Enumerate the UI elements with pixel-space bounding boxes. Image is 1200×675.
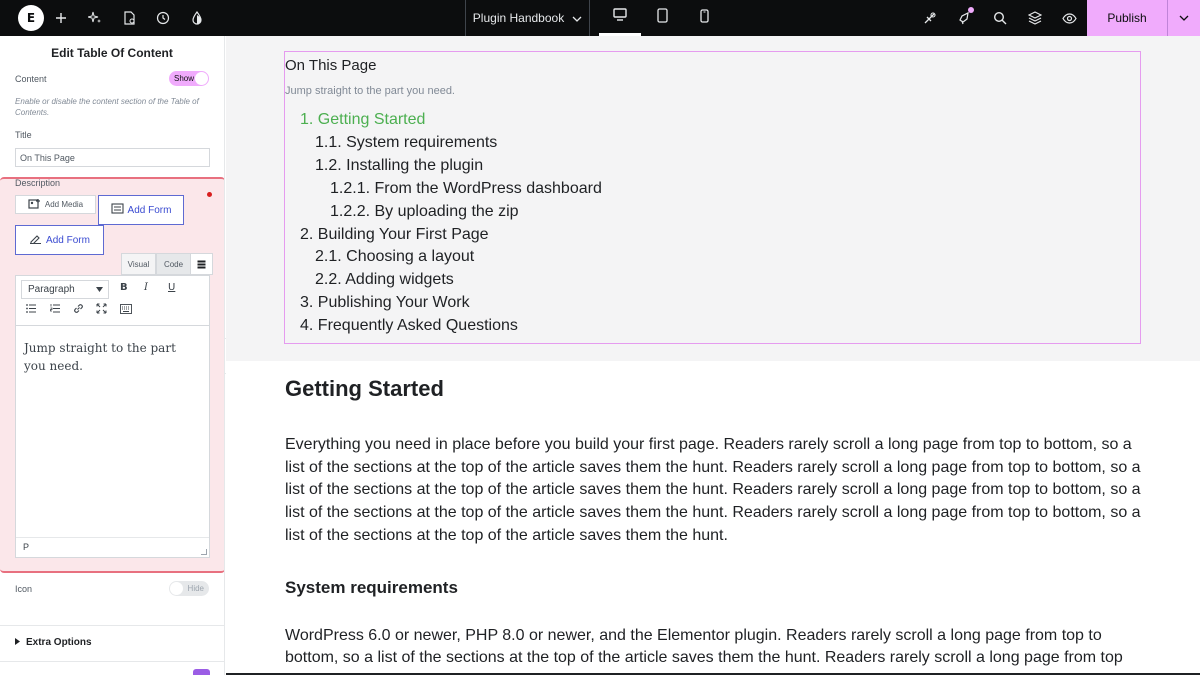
publish-options-button[interactable] (1167, 0, 1200, 36)
editor-toolbar (16, 276, 209, 326)
editor-topbar (0, 0, 1200, 36)
page-selector[interactable] (465, 0, 590, 36)
chevron-down-icon (1179, 12, 1189, 24)
add-form-button[interactable] (98, 195, 184, 225)
table-of-contents-widget[interactable] (284, 51, 1141, 344)
article-content (285, 376, 1141, 670)
toc-title: On This Page (285, 57, 377, 74)
italic-icon[interactable]: I (144, 282, 148, 293)
icon-control (15, 581, 209, 596)
page-settings-icon[interactable] (112, 0, 146, 36)
underline-icon[interactable]: U (168, 282, 176, 293)
editor-content[interactable]: Jump straight to the part you need. (24, 341, 176, 373)
structure-icon[interactable] (1017, 0, 1052, 36)
toc-item[interactable]: 1.1. System requirements (315, 133, 498, 151)
history-icon[interactable] (146, 0, 180, 36)
mobile-icon (700, 9, 709, 28)
preview-canvas (226, 36, 1200, 675)
panel-title: Edit Table Of Content (51, 45, 173, 60)
caret-down-icon (96, 284, 103, 295)
content-help-text: Enable or disable the content section of the Table of Contents. (15, 97, 199, 117)
resize-handle-icon[interactable] (201, 549, 207, 555)
notifications-icon[interactable] (947, 0, 982, 36)
content-toggle[interactable] (169, 71, 209, 86)
format-select[interactable] (21, 280, 109, 299)
tablet-icon (657, 8, 668, 28)
stack-icon[interactable] (191, 253, 213, 275)
theme-style-icon[interactable] (180, 0, 214, 36)
topbar-left (0, 0, 214, 36)
toc-item[interactable]: 2.1. Choosing a layout (315, 248, 475, 266)
add-icon[interactable] (44, 0, 78, 36)
toc-item[interactable]: 1.2.1. From the WordPress dashboard (330, 179, 602, 197)
keyboard-toolbar-toggle-icon[interactable] (120, 304, 132, 317)
ai-sparkle-icon[interactable] (78, 0, 112, 36)
add-media-button[interactable] (15, 195, 96, 214)
link-icon[interactable] (73, 303, 84, 317)
notification-badge (968, 7, 974, 13)
bullet-list-icon[interactable] (26, 304, 36, 316)
toc-item[interactable]: 1.2.2. By uploading the zip (330, 202, 519, 220)
title-label: Title (15, 130, 32, 140)
desktop-device-button[interactable] (599, 0, 641, 36)
form-pen-icon (29, 233, 42, 247)
topbar-right (912, 0, 1087, 36)
icon-toggle-label: Hide (187, 584, 204, 593)
toc-list (300, 109, 602, 338)
desktop-icon (613, 8, 627, 26)
article-subheading: System requirements (285, 577, 458, 597)
site-settings-icon[interactable] (912, 0, 947, 36)
wysiwyg-editor (15, 275, 210, 558)
chevron-down-icon (572, 11, 582, 25)
numbered-list-icon[interactable] (50, 304, 60, 316)
search-icon[interactable] (982, 0, 1017, 36)
format-select-value: Paragraph (28, 284, 75, 295)
icon-label: Icon (15, 583, 33, 594)
page-name: Plugin Handbook (472, 11, 565, 25)
elementor-logo-icon[interactable]: E (18, 5, 44, 31)
tab-code[interactable]: Code (156, 253, 191, 275)
add-media-icon (28, 198, 41, 212)
toc-item[interactable]: 3. Publishing Your Work (300, 294, 470, 312)
section-divider (0, 661, 225, 662)
caret-right-icon (15, 637, 20, 648)
add-form-label-2: Add Form (46, 234, 90, 246)
editor-mode-tabs (121, 253, 213, 275)
content-toggle-label: Show (174, 74, 195, 83)
description-label: Description (15, 178, 61, 188)
fullscreen-icon[interactable] (96, 303, 107, 317)
preview-icon[interactable] (1052, 0, 1087, 36)
title-input[interactable]: On This Page (15, 148, 210, 167)
error-indicator-dot (207, 192, 212, 197)
tablet-device-button[interactable] (641, 0, 683, 36)
form-icon (111, 203, 124, 217)
toc-description: Jump straight to the part you need. (285, 85, 455, 97)
responsive-mode-switcher (599, 0, 725, 36)
add-form-label: Add Form (127, 204, 172, 216)
bold-icon[interactable]: B (120, 282, 128, 293)
editor-element-path: P (16, 537, 209, 557)
toc-item[interactable]: 1. Getting Started (300, 111, 426, 128)
article-heading: Getting Started (285, 376, 444, 401)
publish-button-group (1087, 0, 1200, 36)
publish-button[interactable]: Publish (1107, 11, 1147, 25)
mobile-device-button[interactable] (683, 0, 725, 36)
add-form-button-2[interactable] (15, 225, 104, 255)
content-label: Content (15, 73, 47, 84)
toc-item[interactable]: 4. Frequently Asked Questions (300, 317, 518, 335)
add-media-label: Add Media (44, 200, 84, 209)
article-paragraph: Everything you need in place before you build your first page. Readers rarely scroll a long page from top to bottom, so a list of the sections at the top of the article saves them the hunt. Readers rarely scroll a long page from top to bottom, so a list of the sections at the top of the article saves them the hunt. Readers rarely scroll a long page from top to bottom, so a list of the sections at the top of the article saves them the hunt. Readers rarely scroll a long page from top to bottom, so a list of the sections at the top of the article saves them the hunt. (285, 436, 1141, 544)
icon-toggle[interactable] (169, 581, 209, 596)
content-control (15, 71, 209, 86)
toc-section (226, 36, 1200, 361)
section-divider (0, 625, 225, 626)
extra-options-section[interactable] (15, 637, 92, 648)
editor-panel (0, 36, 225, 675)
help-chip[interactable] (193, 669, 210, 675)
tab-visual[interactable]: Visual (121, 253, 156, 275)
toc-item[interactable]: 1.2. Installing the plugin (315, 156, 484, 174)
extra-options-label: Extra Options (26, 637, 92, 648)
article-paragraph-2: WordPress 6.0 or newer, PHP 8.0 or newer, and the Elementor plugin. Readers rarely scroll a long page from top to bottom, so a list of the sections at the top of the article saves them the hunt. Readers rarely scroll a long page from top (285, 626, 1123, 667)
toc-item[interactable]: 2.2. Adding widgets (315, 271, 454, 289)
toc-item[interactable]: 2. Building Your First Page (300, 225, 489, 243)
